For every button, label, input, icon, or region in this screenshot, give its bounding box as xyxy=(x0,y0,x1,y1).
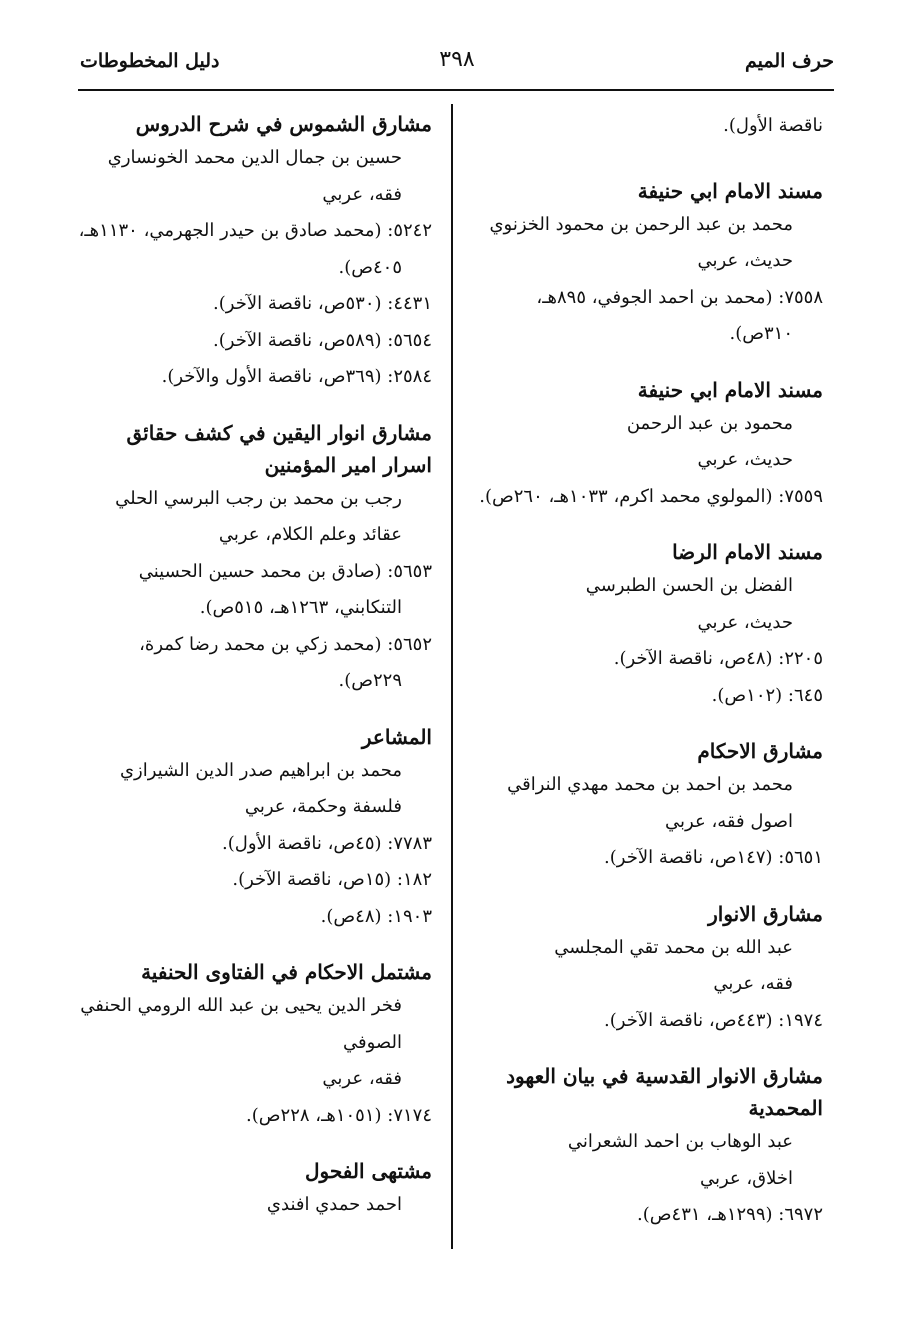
entry-author: رجب بن محمد بن رجب البرسي الحلي xyxy=(115,487,402,509)
manuscript-record: ٧٧٨٣: (٤٥ص، ناقصة الأول). xyxy=(222,832,432,854)
column-divider xyxy=(451,104,453,1249)
entry-subject: حديث، عربي xyxy=(697,611,793,633)
manuscript-record: ٧١٧٤: (١٠٥١هـ، ٢٢٨ص). xyxy=(246,1104,432,1126)
manuscript-record: ١٨٢: (١٥ص، ناقصة الآخر). xyxy=(232,869,432,890)
entry-title: مشتمل الاحكام في الفتاوى الحنفية xyxy=(141,960,432,984)
entry-subject: اخلاق، عربي xyxy=(699,1167,793,1189)
manuscript-record: ١٩٠٣: (٤٨ص). xyxy=(320,905,432,927)
catalog-entry xyxy=(77,721,432,936)
entry-author: احمد حمدي افندي xyxy=(266,1194,402,1215)
entry-title: المشاعر xyxy=(361,724,432,749)
catalog-entry xyxy=(468,374,823,516)
manuscript-record: ٤٠٥ص). xyxy=(338,256,402,278)
entry-title: مشارق انوار اليقين في كشف حقائق اسرار امير المؤمنين xyxy=(126,420,432,477)
manuscript-record: ٤٤٣١: (٥٣٠ص، ناقصة الآخر). xyxy=(213,293,432,314)
manuscript-record: ١٩٧٤: (٤٤٣ص، ناقصة الآخر). xyxy=(604,1009,823,1031)
manuscript-record: ٥٦٥٤: (٥٨٩ص، ناقصة الآخر). xyxy=(213,329,432,351)
manuscript-record: التنكابني، ١٢٦٣هـ، ٥١٥ص). xyxy=(199,597,402,618)
entry-subject: حديث، عربي xyxy=(697,449,793,470)
entry-author: محمد بن ابراهيم صدر الدين الشيرازي xyxy=(119,759,402,781)
entry-author: محمود بن عبد الرحمن xyxy=(626,412,793,434)
page-number: ٣٩٨ xyxy=(439,47,475,72)
entry-subject: عقائد وعلم الكلام، عربي xyxy=(218,524,402,545)
manuscript-record: ٥٢٤٢: (محمد صادق بن حيدر الجهرمي، ١١٣٠هـ، xyxy=(78,220,432,241)
header-book-title: دليل المخطوطات xyxy=(80,50,220,72)
right-column xyxy=(468,108,823,1255)
header-rule xyxy=(78,89,834,91)
continuation-line: ناقصة الأول). xyxy=(723,115,823,136)
entry-subject: فقه، عربي xyxy=(322,183,402,205)
entry-subject: اصول فقه، عربي xyxy=(665,810,793,832)
entry-author: فخر الدين يحيى بن عبد الله الرومي الحنفي الصوفي xyxy=(80,995,402,1053)
catalog-entry xyxy=(77,956,432,1134)
manuscript-record: ٦٤٥: (١٠٢ص). xyxy=(711,684,823,706)
catalog-entry xyxy=(468,898,823,1040)
header-section-title: حرف الميم xyxy=(745,50,834,72)
entry-title: مسند الامام الرضا xyxy=(672,540,823,564)
entry-subject: فلسفة وحكمة، عربي xyxy=(244,796,402,817)
manuscript-record: ٥٦٥٢: (محمد زكي بن محمد رضا كمرة، xyxy=(139,633,432,655)
catalog-entry xyxy=(77,1155,432,1224)
running-header xyxy=(80,47,834,88)
entry-author: حسين بن جمال الدين محمد الخونساري xyxy=(107,147,402,168)
entry-author: محمد بن احمد بن محمد مهدي النراقي xyxy=(507,774,793,795)
manuscript-record: ٧٥٥٩: (المولوي محمد اكرم، ١٠٣٣هـ، ٢٦٠ص). xyxy=(479,485,823,507)
entry-subject: فقه، عربي xyxy=(713,973,793,994)
entry-title: مسند الامام ابي حنيفة xyxy=(637,178,823,203)
catalog-entry xyxy=(468,1060,823,1234)
catalog-entry xyxy=(468,108,823,145)
entry-subject: فقه، عربي xyxy=(322,1068,402,1089)
entry-title: مشارق الاحكام xyxy=(697,739,823,763)
catalog-entry xyxy=(468,175,823,353)
left-column xyxy=(77,108,432,1245)
entry-title: مسند الامام ابي حنيفة xyxy=(637,377,823,402)
manuscript-record: ٥٦٥٣: (صادق بن محمد حسين الحسيني xyxy=(138,560,432,582)
entry-author: محمد بن عبد الرحمن بن محمود الخزنوي xyxy=(489,213,793,235)
entry-title: مشارق الشموس في شرح الدروس xyxy=(135,112,432,136)
entry-author: الفضل بن الحسن الطبرسي xyxy=(585,575,793,596)
entry-title: مشارق الانوار القدسية في بيان العهود المحمدية xyxy=(506,1064,823,1120)
manuscript-record: ٢٢٩ص). xyxy=(338,670,402,691)
catalog-entry xyxy=(468,735,823,877)
entry-author: عبد الوهاب بن احمد الشعراني xyxy=(567,1131,793,1152)
entry-title: مشارق الانوار xyxy=(708,901,823,926)
manuscript-record: ٣١٠ص). xyxy=(729,323,793,344)
manuscript-record: ٢٢٠٥: (٤٨ص، ناقصة الآخر). xyxy=(613,648,823,669)
catalog-entry xyxy=(77,417,432,700)
manuscript-record: ٧٥٥٨: (محمد بن احمد الجوفي، ٨٩٥هـ، xyxy=(536,286,823,308)
catalog-entry xyxy=(77,108,432,396)
manuscript-record: ٥٦٥١: (١٤٧ص، ناقصة الآخر). xyxy=(604,847,823,868)
entry-title: مشتهى الفحول xyxy=(305,1159,432,1183)
catalog-entry xyxy=(468,536,823,714)
entry-author: عبد الله بن محمد تقي المجلسي xyxy=(554,936,793,958)
entry-subject: حديث، عربي xyxy=(697,250,793,271)
manuscript-record: ٢٥٨٤: (٣٦٩ص، ناقصة الأول والآخر). xyxy=(161,366,432,387)
manuscript-record: ٦٩٧٢: (١٢٩٩هـ، ٤٣١ص). xyxy=(637,1204,823,1225)
